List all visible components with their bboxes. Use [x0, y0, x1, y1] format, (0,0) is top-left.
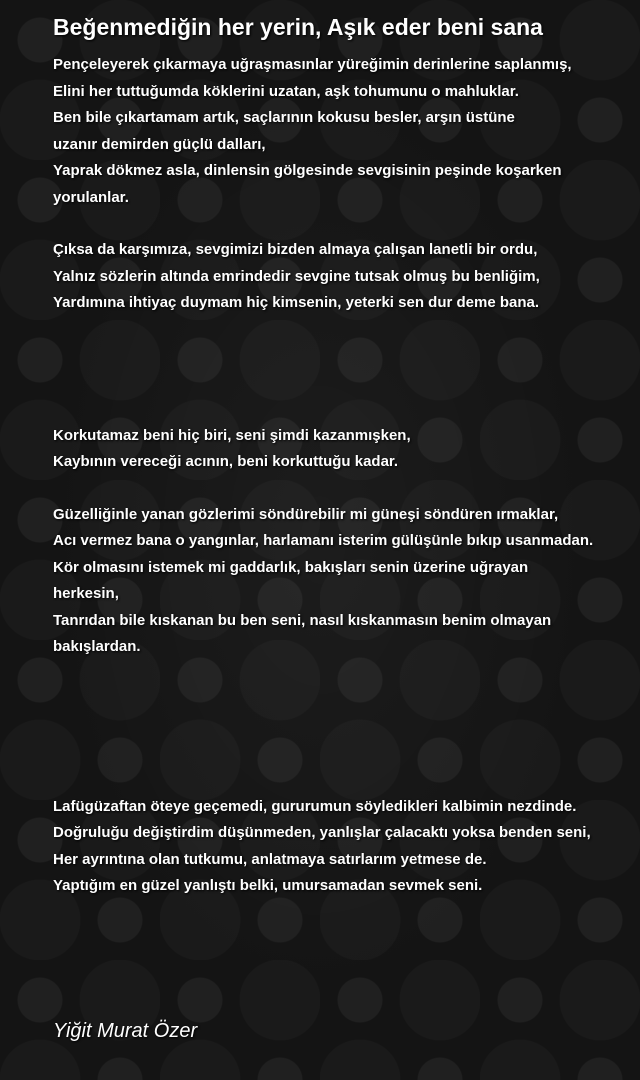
poem-line: Pençeleyerek çıkarmaya uğraşmasınlar yüreğimin derinlerine saplanmış,	[53, 56, 572, 73]
poem-line: bakışlardan.	[53, 638, 141, 655]
stanza-2	[53, 237, 638, 317]
poem-line: Yardımına ihtiyaç duymam hiç kimsenin, yeterki sen dur deme bana.	[53, 294, 540, 311]
poem-line: Yaprak dökmez asla, dinlensin gölgesinde sevgisinin peşinde koşarken	[53, 162, 562, 179]
poem-line: Acı vermez bana o yangınlar, harlamanı isterim gülüşünle bıkıp usanmadan.	[53, 532, 594, 549]
stanza-spacer	[53, 661, 638, 794]
poem-line: Kaybının vereceği acının, beni korkuttuğu kadar.	[53, 453, 399, 470]
poem-author: Yiğit Murat Özer	[53, 1020, 198, 1042]
poem-line: herkesin,	[53, 585, 119, 602]
poem-line: Elini her tuttuğumda köklerini uzatan, aşk tohumunu o mahluklar.	[53, 82, 519, 100]
stanza-spacer	[53, 317, 638, 423]
poem-line: Tanrıdan bile kıskanan bu ben seni, nasıl kıskanmasın benim olmayan	[53, 611, 552, 629]
poem-line: Doğruluğu değiştirdim düşünmeden, yanlışlar çalacaktı yoksa benden seni,	[53, 824, 591, 841]
stanza-5	[53, 794, 638, 900]
poem-line: Yaptığım en güzel yanlıştı belki, umursamadan sevmek seni.	[53, 877, 483, 894]
stanza-4	[53, 502, 638, 661]
poem-line: Güzelliğinle yanan gözlerimi söndürebilir mi güneşi söndüren ırmaklar,	[53, 505, 559, 523]
stanza-spacer	[53, 211, 638, 237]
poem-line: Yalnız sözlerin altında emrindedir sevgine tutsak olmuş bu benliğim,	[53, 267, 540, 285]
poem-line: yorulanlar.	[53, 188, 129, 206]
stanza-spacer	[53, 476, 638, 502]
poem-title: Beğenmediğin her yerin, Aşık eder beni sana	[53, 14, 543, 40]
poem-line: uzanır demirden güçlü dalları,	[53, 135, 266, 153]
stanza-3	[53, 423, 638, 476]
poem-line: Korkutamaz beni hiç biri, seni şimdi kazanmışken,	[53, 426, 411, 444]
poem-line: Kör olmasını istemek mi gaddarlık, bakışları senin üzerine uğrayan	[53, 558, 529, 576]
stanza-1	[53, 52, 638, 211]
poem-body	[53, 52, 638, 900]
poem-line: Her ayrıntına olan tutkumu, anlatmaya satırlarım yetmese de.	[53, 850, 487, 868]
poem-line: Lafügüzaftan öteye geçemedi, gururumun söyledikleri kalbimin nezdinde.	[53, 797, 577, 815]
poem-line: Çıksa da karşımıza, sevgimizi bizden almaya çalışan lanetli bir ordu,	[53, 241, 538, 258]
poem-line: Ben bile çıkartamam artık, saçlarının kokusu besler, arşın üstüne	[53, 109, 515, 126]
